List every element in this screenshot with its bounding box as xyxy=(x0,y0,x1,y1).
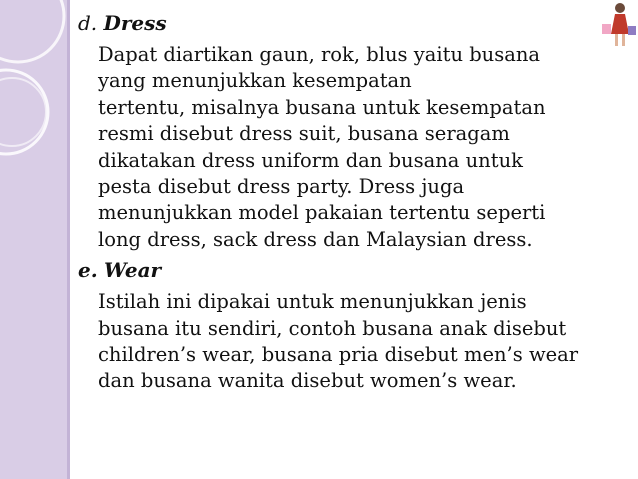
paragraph-line: busana itu sendiri, contoh busana anak disebut xyxy=(98,316,567,340)
paragraph-line: tertentu, misalnya busana untuk kesempatan xyxy=(98,95,546,119)
paragraph-dress xyxy=(98,42,618,253)
paragraph-line: children’s wear, busana pria disebut men’s wear xyxy=(98,343,579,367)
paragraph-line: dan busana wanita disebut women’s wear. xyxy=(98,369,517,393)
paragraph-line: Istilah ini dipakai untuk menunjukkan jenis xyxy=(98,290,527,314)
paragraph-line: yang menunjukkan kesempatan xyxy=(98,69,412,93)
paragraph-line: menunjukkan model pakaian tertentu seperti xyxy=(98,201,546,225)
heading-wear xyxy=(78,257,618,283)
heading-dress xyxy=(78,10,618,36)
paragraph-line: resmi disebut dress suit, busana seragam xyxy=(98,122,510,146)
paragraph-line: dikatakan dress uniform dan busana untuk xyxy=(98,148,523,172)
paragraph-wear xyxy=(98,289,618,395)
heading-dress-letter: d. xyxy=(78,11,98,35)
paragraph-line: long dress, sack dress dan Malaysian dress. xyxy=(98,227,533,251)
slide-content xyxy=(78,10,618,399)
heading-dress-title: Dress xyxy=(103,11,167,35)
heading-wear-letter: e. xyxy=(78,258,98,283)
paragraph-line: Dapat diartikan gaun, rok, blus yaitu busana xyxy=(98,43,541,66)
paragraph-line: pesta disebut dress party. Dress juga xyxy=(98,175,465,199)
heading-wear-title: Wear xyxy=(104,258,162,283)
